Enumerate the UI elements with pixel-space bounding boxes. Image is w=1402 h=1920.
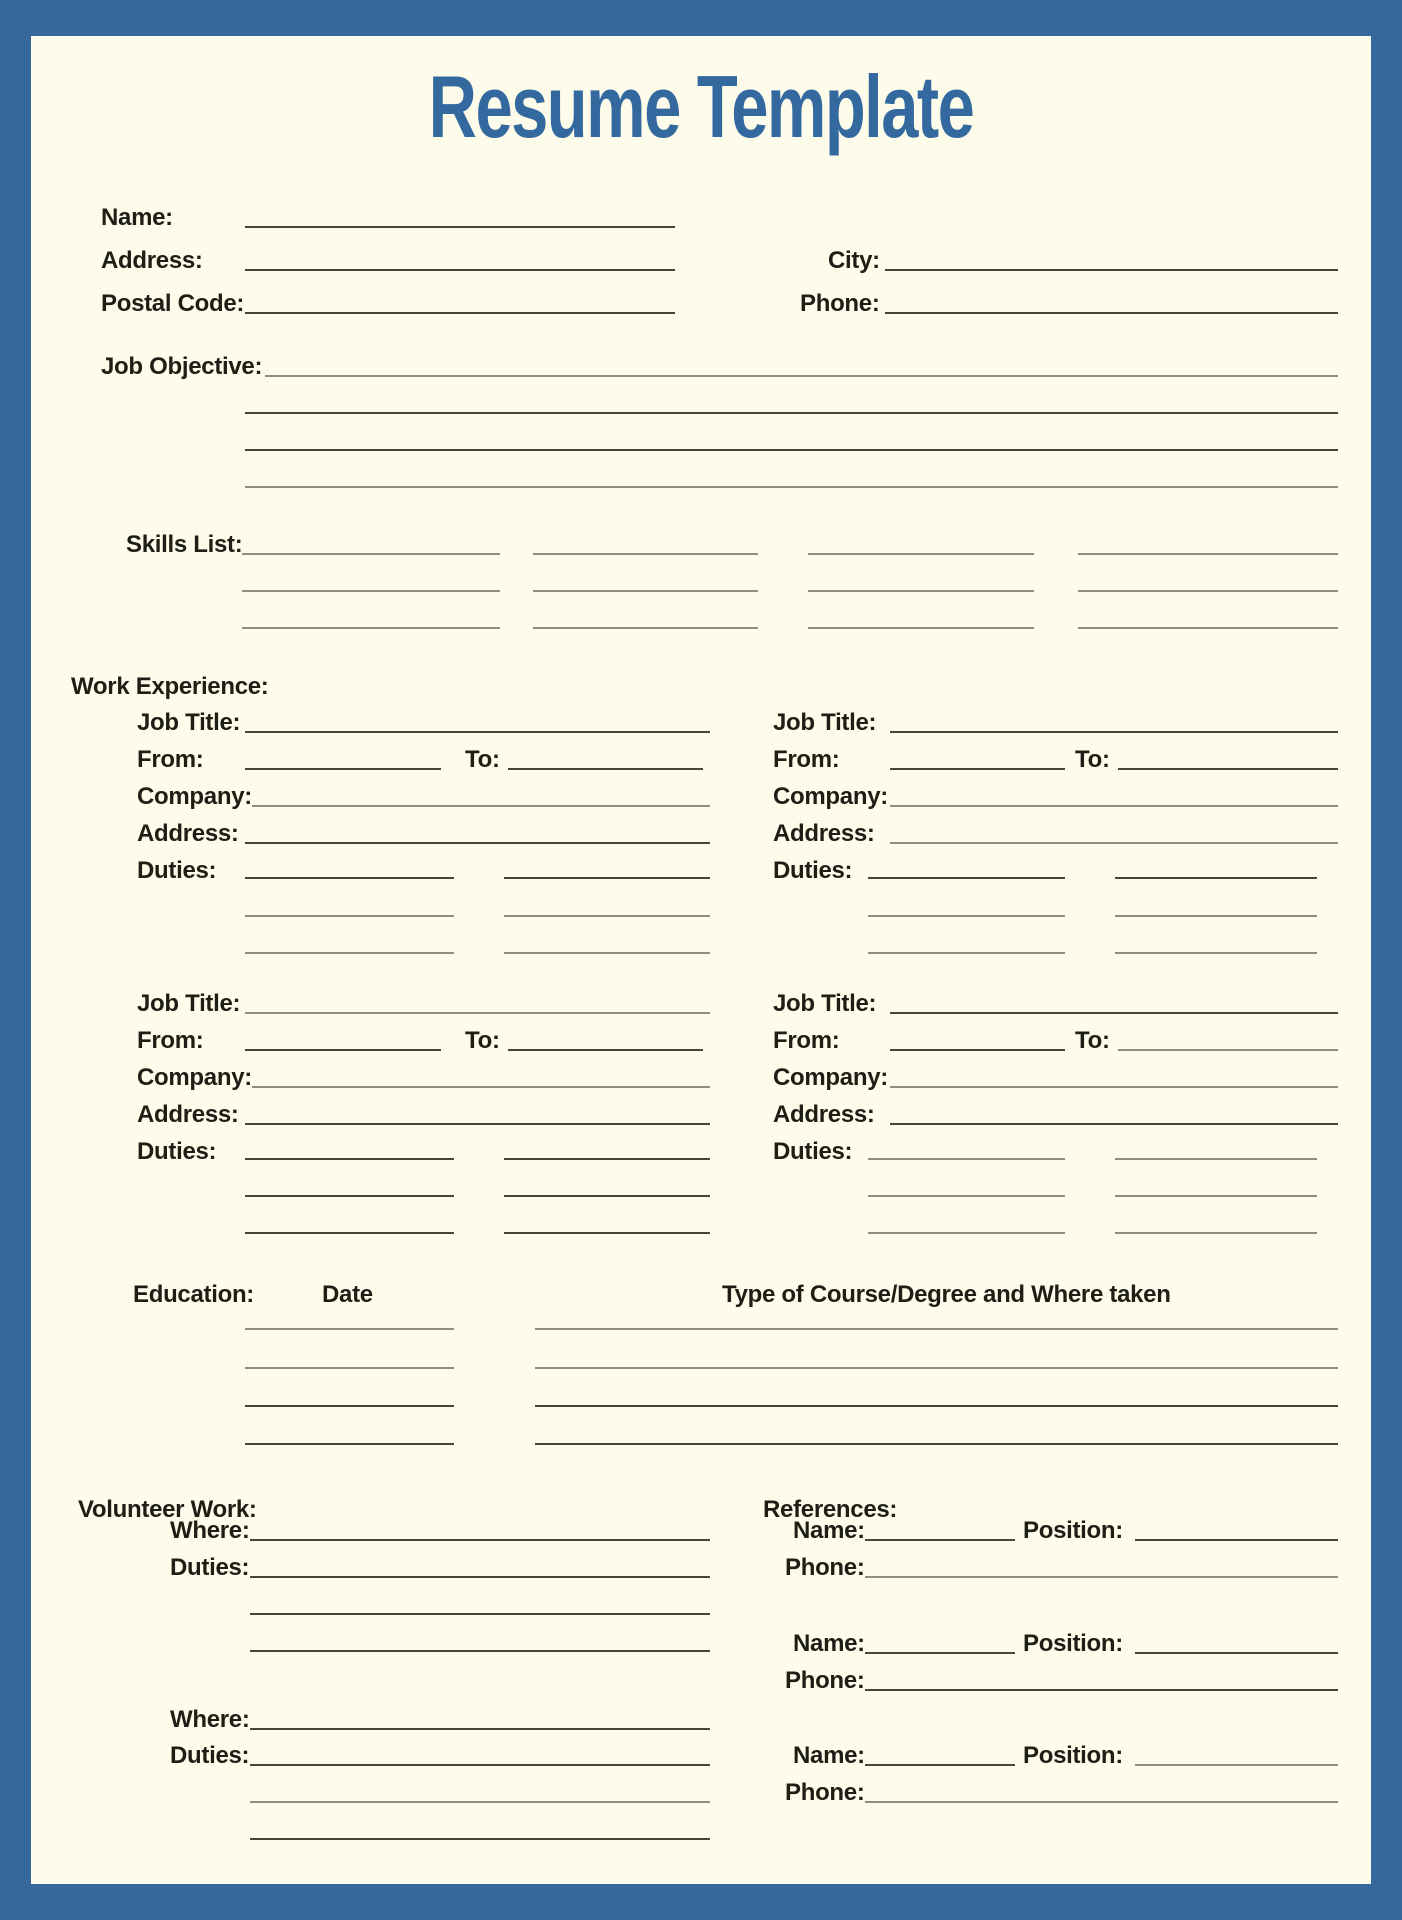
to-label: To:: [1075, 1027, 1110, 1054]
job-title-line: [890, 731, 1338, 733]
skill-line: [242, 553, 500, 555]
education-date-line: [245, 1443, 454, 1445]
job-objective-line: [245, 449, 1338, 451]
duties-line: [504, 1158, 710, 1160]
duties-line: [1115, 1158, 1317, 1160]
to-label: To:: [465, 746, 500, 773]
duties-label: Duties:: [170, 1554, 250, 1581]
company-line: [890, 805, 1338, 807]
to-line: [508, 1049, 703, 1051]
phone-label: Phone:: [800, 290, 880, 317]
reference-name-line: [865, 1652, 1015, 1654]
to-line: [1118, 768, 1338, 770]
duties-line: [250, 1613, 710, 1615]
address-line: [245, 1123, 710, 1125]
address-label: Address:: [773, 1101, 875, 1128]
job-objective-line: [245, 412, 1338, 414]
education-course-line: [535, 1405, 1338, 1407]
duties-line: [245, 915, 454, 917]
skill-line: [1078, 553, 1338, 555]
reference-name-label: Name:: [793, 1742, 865, 1769]
where-label: Where:: [170, 1706, 250, 1733]
skill-line: [533, 590, 758, 592]
where-line: [250, 1539, 710, 1541]
duties-line: [250, 1764, 710, 1766]
reference-name-line: [865, 1764, 1015, 1766]
duties-line: [245, 1232, 454, 1234]
duties-line: [245, 1195, 454, 1197]
education-date-line: [245, 1367, 454, 1369]
education-date-line: [245, 1405, 454, 1407]
duties-line: [1115, 1232, 1317, 1234]
address-line: [890, 1123, 1338, 1125]
skill-line: [242, 590, 500, 592]
address-line: [890, 842, 1338, 844]
reference-position-label: Position:: [1023, 1630, 1123, 1657]
volunteer-work-label: Volunteer Work:: [78, 1496, 257, 1523]
education-course-line: [535, 1367, 1338, 1369]
job-title-line: [890, 1012, 1338, 1014]
work-experience-label: Work Experience:: [71, 673, 269, 700]
duties-line: [504, 952, 710, 954]
to-label: To:: [1075, 746, 1110, 773]
skill-line: [533, 627, 758, 629]
duties-label: Duties:: [170, 1742, 250, 1769]
reference-position-line: [1135, 1764, 1338, 1766]
job-objective-line: [265, 375, 1338, 377]
from-line: [245, 768, 441, 770]
job-objective-line: [245, 486, 1338, 488]
to-line: [1118, 1049, 1338, 1051]
duties-line: [868, 915, 1065, 917]
duties-line: [1115, 952, 1317, 954]
skill-line: [808, 553, 1034, 555]
duties-line: [504, 915, 710, 917]
education-date-header: Date: [322, 1281, 373, 1308]
from-label: From:: [773, 746, 840, 773]
skills-list-label: Skills List:: [126, 531, 243, 558]
name-line: [245, 226, 675, 228]
reference-phone-line: [865, 1689, 1338, 1691]
duties-line: [1115, 915, 1317, 917]
company-line: [890, 1086, 1338, 1088]
reference-position-line: [1135, 1539, 1338, 1541]
address-line: [245, 269, 675, 271]
duties-label: Duties:: [137, 857, 217, 884]
from-label: From:: [137, 1027, 204, 1054]
duties-line: [245, 877, 454, 879]
duties-line: [1115, 1195, 1317, 1197]
reference-position-line: [1135, 1652, 1338, 1654]
to-label: To:: [465, 1027, 500, 1054]
reference-phone-line: [865, 1576, 1338, 1578]
job-title-label: Job Title:: [773, 709, 877, 736]
skill-line: [242, 627, 500, 629]
duties-line: [504, 877, 710, 879]
from-line: [245, 1049, 441, 1051]
skill-line: [808, 627, 1034, 629]
duties-line: [245, 1158, 454, 1160]
company-label: Company:: [137, 1064, 252, 1091]
education-course-line: [535, 1328, 1338, 1330]
duties-line: [868, 1232, 1065, 1234]
skill-line: [1078, 627, 1338, 629]
company-label: Company:: [773, 783, 888, 810]
page-title: Resume Template: [428, 57, 974, 156]
education-course-line: [535, 1443, 1338, 1445]
city-line: [885, 269, 1338, 271]
job-objective-label: Job Objective:: [101, 353, 263, 380]
duties-line: [868, 952, 1065, 954]
job-title-line: [245, 731, 710, 733]
where-label: Where:: [170, 1517, 250, 1544]
job-title-label: Job Title:: [137, 709, 241, 736]
company-line: [252, 1086, 710, 1088]
duties-line: [245, 952, 454, 954]
postal-code-line: [245, 312, 675, 314]
reference-position-label: Position:: [1023, 1517, 1123, 1544]
duties-line: [504, 1195, 710, 1197]
reference-name-label: Name:: [793, 1630, 865, 1657]
education-course-header: Type of Course/Degree and Where taken: [722, 1281, 1171, 1308]
address-line: [245, 842, 710, 844]
duties-line: [868, 1195, 1065, 1197]
duties-label: Duties:: [137, 1138, 217, 1165]
from-line: [890, 1049, 1065, 1051]
duties-line: [868, 1158, 1065, 1160]
address-label: Address:: [137, 1101, 239, 1128]
from-label: From:: [773, 1027, 840, 1054]
duties-line: [250, 1801, 710, 1803]
company-label: Company:: [773, 1064, 888, 1091]
skill-line: [808, 590, 1034, 592]
job-title-line: [245, 1012, 710, 1014]
reference-position-label: Position:: [1023, 1742, 1123, 1769]
to-line: [508, 768, 703, 770]
city-label: City:: [828, 247, 880, 274]
duties-line: [868, 877, 1065, 879]
company-line: [252, 805, 710, 807]
duties-line: [250, 1576, 710, 1578]
reference-phone-line: [865, 1801, 1338, 1803]
name-label: Name:: [101, 204, 173, 231]
duties-line: [250, 1838, 710, 1840]
job-title-label: Job Title:: [137, 990, 241, 1017]
company-label: Company:: [137, 783, 252, 810]
duties-line: [250, 1650, 710, 1652]
references-label: References:: [763, 1496, 898, 1523]
duties-line: [504, 1232, 710, 1234]
phone-line: [885, 312, 1338, 314]
duties-label: Duties:: [773, 1138, 853, 1165]
reference-phone-label: Phone:: [785, 1554, 865, 1581]
reference-name-label: Name:: [793, 1517, 865, 1544]
where-line: [250, 1728, 710, 1730]
from-line: [890, 768, 1065, 770]
education-label: Education:: [133, 1281, 254, 1308]
postal-code-label: Postal Code:: [101, 290, 245, 317]
from-label: From:: [137, 746, 204, 773]
duties-label: Duties:: [773, 857, 853, 884]
reference-phone-label: Phone:: [785, 1667, 865, 1694]
duties-line: [1115, 877, 1317, 879]
reference-name-line: [865, 1539, 1015, 1541]
address-label: Address:: [101, 247, 203, 274]
address-label: Address:: [773, 820, 875, 847]
education-date-line: [245, 1328, 454, 1330]
address-label: Address:: [137, 820, 239, 847]
skill-line: [533, 553, 758, 555]
reference-phone-label: Phone:: [785, 1779, 865, 1806]
skill-line: [1078, 590, 1338, 592]
job-title-label: Job Title:: [773, 990, 877, 1017]
